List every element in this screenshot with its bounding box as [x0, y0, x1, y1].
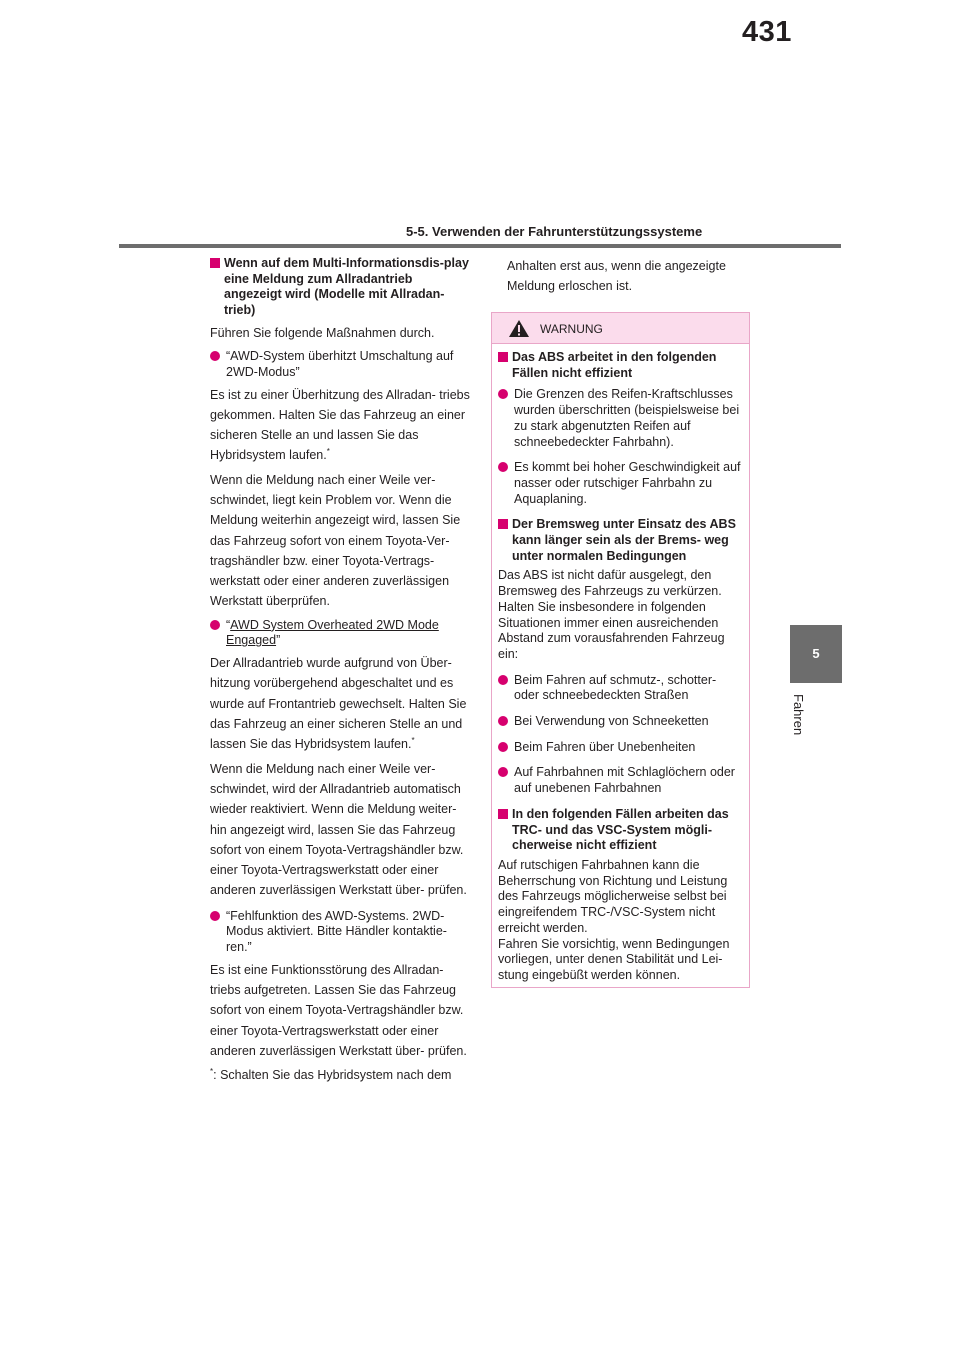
- list-item-text: Auf Fahrbahnen mit Schlaglöchern oder auf unebenen Fahrbahnen: [514, 765, 735, 796]
- list-item: [498, 765, 743, 796]
- circle-bullet-icon: [498, 462, 508, 472]
- list-item: [498, 740, 743, 756]
- circle-bullet-icon: [498, 742, 508, 752]
- warning-heading: [498, 517, 743, 564]
- footnote-text: : Schalten Sie das Hybridsystem nach dem: [213, 1068, 452, 1083]
- list-item: [210, 909, 472, 956]
- warning-heading: [498, 807, 743, 854]
- square-bullet-icon: [210, 258, 220, 268]
- warning-paragraph: Auf rutschigen Fahrbahnen kann die Beherrschung von Richtung und Leistung des Fahrzeugs möglicherweise selbst bei eingreifendem TRC-/VSC-System nicht erreicht werden.: [498, 857, 728, 935]
- footnote-marker: *: [411, 736, 415, 746]
- warning-heading-text: In den folgenden Fällen arbeiten das TRC- und das VSC-System mögli- cherweise nicht effizient: [512, 806, 729, 853]
- message-link[interactable]: AWD System Overheated 2WD Mode Engaged: [226, 617, 439, 648]
- quote-open: “: [226, 617, 231, 632]
- warning-triangle-icon: [508, 319, 530, 338]
- footnote-marker: *: [210, 1067, 214, 1077]
- list-item-text: Bei Verwendung von Schneeketten: [514, 714, 709, 729]
- list-item-text: “AWD-System überhitzt Umschaltung auf 2WD-Modus”: [226, 349, 454, 379]
- paragraph: [210, 385, 472, 466]
- list-item: [210, 618, 472, 649]
- left-column: [210, 256, 472, 1086]
- circle-bullet-icon: [498, 675, 508, 685]
- quote-close: ”: [276, 633, 281, 648]
- footnote-marker: *: [326, 447, 330, 457]
- circle-bullet-icon: [498, 767, 508, 777]
- circle-bullet-icon: [498, 389, 508, 399]
- footnote: [210, 1065, 472, 1085]
- warning-header: [492, 313, 749, 344]
- warning-paragraph: Das ABS ist nicht dafür ausgelegt, den Bremsweg des Fahrzeugs zu verkürzen. Halten Sie insbesondere in folgenden Situationen immer einen ausreichenden Abstand zum vorausfahrenden Fahrzeug ein:: [498, 568, 725, 661]
- section-heading-text: Wenn auf dem Multi-Informationsdis-play eine Meldung zum Allradantrieb angezeigt wird (Modelle mit Allradan-trieb): [224, 256, 469, 318]
- square-bullet-icon: [498, 809, 508, 819]
- paragraph-text: Es ist zu einer Überhitzung des Allradan- triebs gekommen. Halten Sie das Fahrzeug an einer sicheren Stelle an und lassen Sie das Hybridsystem laufen.: [210, 387, 470, 463]
- page-number: 431: [742, 16, 792, 48]
- section-heading: [210, 256, 472, 319]
- intro-text: Führen Sie folgende Maßnahmen durch.: [210, 325, 435, 340]
- paragraph: [210, 653, 472, 754]
- warning-heading-text: Der Bremsweg unter Einsatz des ABS kann länger sein als der Brems- weg unter normalen Bedingungen: [512, 517, 736, 563]
- circle-bullet-icon: [210, 620, 220, 630]
- list-item-text: Die Grenzen des Reifen-Kraftschlusses wurden überschritten (beispielsweise bei zu stark abgenutzten Reifen auf schneebedeckter Fahrbahn).: [514, 387, 740, 449]
- chapter-tab[interactable]: 5: [790, 625, 842, 683]
- circle-bullet-icon: [210, 911, 220, 921]
- list-item: [498, 460, 743, 507]
- list-item: [210, 349, 472, 380]
- paragraph: Wenn die Meldung nach einer Weile ver- schwindet, wird der Allradantrieb automatisch wieder reaktiviert. Wenn die Meldung weiter- hin angezeigt wird, lassen Sie das Fahrzeug sofort von einem Toyota-Vertragshändler bzw. einer Toyota-Vertragswerkstatt oder einer anderen zuverlässigen Werkstatt über- prüfen.: [210, 761, 467, 898]
- paragraph: Wenn die Meldung nach einer Weile ver- schwindet, liegt kein Problem vor. Wenn die Meldung weiterhin angezeigt wird, lassen Sie das Fahrzeug sofort von einem Toyota-Ver- tragshändler bzw. einer Toyota-Vertrags- werkstatt oder einer anderen zuverlässigen Werkstatt überprüfen.: [210, 472, 461, 609]
- list-item: [498, 714, 743, 730]
- warning-title: WARNUNG: [540, 322, 603, 336]
- list-item-text: Es kommt bei hoher Geschwindigkeit auf nasser oder rutschiger Fahrbahn zu Aquaplaning.: [514, 460, 741, 506]
- list-item-text: “Fehlfunktion des AWD-Systems. 2WD- Modus aktiviert. Bitte Händler kontaktie- ren.”: [226, 908, 447, 955]
- chapter-label: Fahren: [791, 694, 806, 736]
- list-item: [498, 673, 743, 704]
- list-item: [498, 387, 743, 450]
- warning-heading-text: Das ABS arbeitet in den folgenden Fällen nicht effizient: [512, 350, 717, 380]
- warning-box: [491, 312, 750, 988]
- continuation-text: Anhalten erst aus, wenn die angezeigte Meldung erloschen ist.: [507, 259, 726, 294]
- circle-bullet-icon: [498, 716, 508, 726]
- right-column: [491, 256, 751, 297]
- warning-heading: [498, 350, 743, 381]
- list-item-text: Beim Fahren über Unebenheiten: [514, 739, 696, 754]
- paragraph: Es ist eine Funktionsstörung des Allradan- triebs aufgetreten. Lassen Sie das Fahrzeug sofort von einem Toyota-Vertragshändler bzw. einer Toyota-Vertragswerkstatt oder einer anderen zuverlässigen Werkstatt über- prüfen.: [210, 962, 467, 1059]
- warning-body: [492, 344, 749, 984]
- warning-paragraph: Fahren Sie vorsichtig, wenn Bedingungen vorliegen, unter denen Stabilität und Lei- stung eingebüßt werden können.: [498, 936, 730, 982]
- section-title: 5-5. Verwenden der Fahrunterstützungssysteme: [406, 224, 703, 239]
- paragraph-text: Der Allradantrieb wurde aufgrund von Über- hitzung vorübergehend abgeschaltet und es wurde auf Frontantrieb gewechselt. Halten Sie das Fahrzeug an einer sicheren Stelle an und lassen Sie das Hybridsystem laufen.: [210, 656, 467, 752]
- square-bullet-icon: [498, 519, 508, 529]
- circle-bullet-icon: [210, 351, 220, 361]
- header-rule: [119, 244, 841, 248]
- square-bullet-icon: [498, 352, 508, 362]
- list-item-text: Beim Fahren auf schmutz-, schotter- oder schneebedeckten Straßen: [514, 672, 717, 703]
